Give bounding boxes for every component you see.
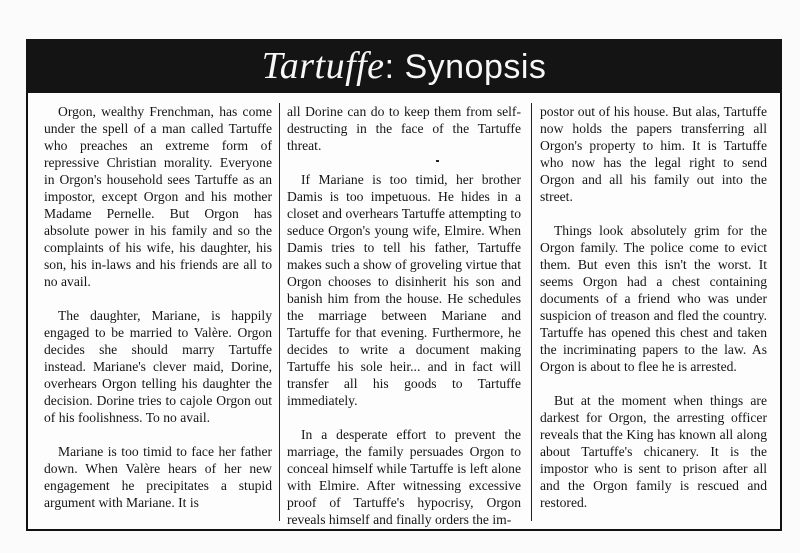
- title-bar: [26, 39, 782, 93]
- column-2: [287, 103, 521, 545]
- paragraph: The daughter, Mariane, is happily engaged to be married to Valère. Orgon decides she should marry Tartuffe instead. Mariane's clever maid, Dorine, overhears Orgon telling his daughter the decision. Dorine tries to cajole Orgon out of his foolishness. To no avail.: [44, 308, 272, 425]
- paragraph: Mariane is too timid to face her father down. When Valère hears of her new engagement he precipitates a stupid argument with Mariane. It is: [44, 444, 272, 510]
- paragraph: In a desperate effort to prevent the marriage, the family persuades Orgon to conceal himself while Tartuffe is left alone with Elmire. After witnessing excessive proof of Tartuffe's hypocrisy, Orgon reveals himself and finally orders the im-: [287, 427, 521, 527]
- paragraph: Orgon, wealthy Frenchman, has come under the spell of a man called Tartuffe who preaches an extreme form of repressive Christian morality. Everyone in Orgon's household sees Tartuffe as an impostor, except Orgon and his mother Madame Pernelle. But Orgon has absolute power in his family and so the complaints of his wife, his daughter, his son, his in-laws and his friends are all to no avail.: [44, 104, 272, 289]
- column-divider: [279, 103, 280, 521]
- paragraph: But at the moment when things are darkest for Orgon, the arresting officer reveals that the King has known all along about Tartuffe's chicanery. It is the impostor who is sent to prison after all and the Orgon family is rescued and restored.: [540, 393, 767, 510]
- paragraph: If Mariane is too timid, her brother Damis is too impetuous. He hides in a closet and overhears Tartuffe attempting to seduce Orgon's young wife, Elmire. When Damis tries to tell his father, Tartuffe makes such a show of groveling virtue that Orgon chooses to disinherit his son and banish him from the house. He schedules the marriage between Mariane and Tartuffe for that evening. Furthermore, he decides to write a document making Tartuffe his sole heir... and in fact will transfer all his goods to Tartuffe immediately.: [287, 172, 521, 408]
- column-3: [540, 103, 767, 528]
- page-title: [262, 47, 547, 85]
- paragraph: postor out of his house. But alas, Tartuffe now holds the papers transferring all Orgon's property to him. It is Tartuffe who now has the legal right to send Orgon and all his family out into the street.: [540, 104, 767, 204]
- title-work: Tartuffe: [261, 45, 385, 87]
- column-1: [44, 103, 272, 528]
- paragraph: all Dorine can do to keep them from self-destructing in the face of the Tartuffe threat.: [287, 104, 521, 153]
- paragraph: Things look absolutely grim for the Orgon family. The police come to evict them. But even this isn't the worst. It seems Orgon had a chest containing documents of a friend who was under suspicion of treason and fled the country. Tartuffe has opened this chest and taken the incriminating papers to the law. As Orgon is about to flee he is arrested.: [540, 223, 767, 374]
- title-rest: : Synopsis: [384, 48, 547, 86]
- column-divider: [531, 103, 532, 521]
